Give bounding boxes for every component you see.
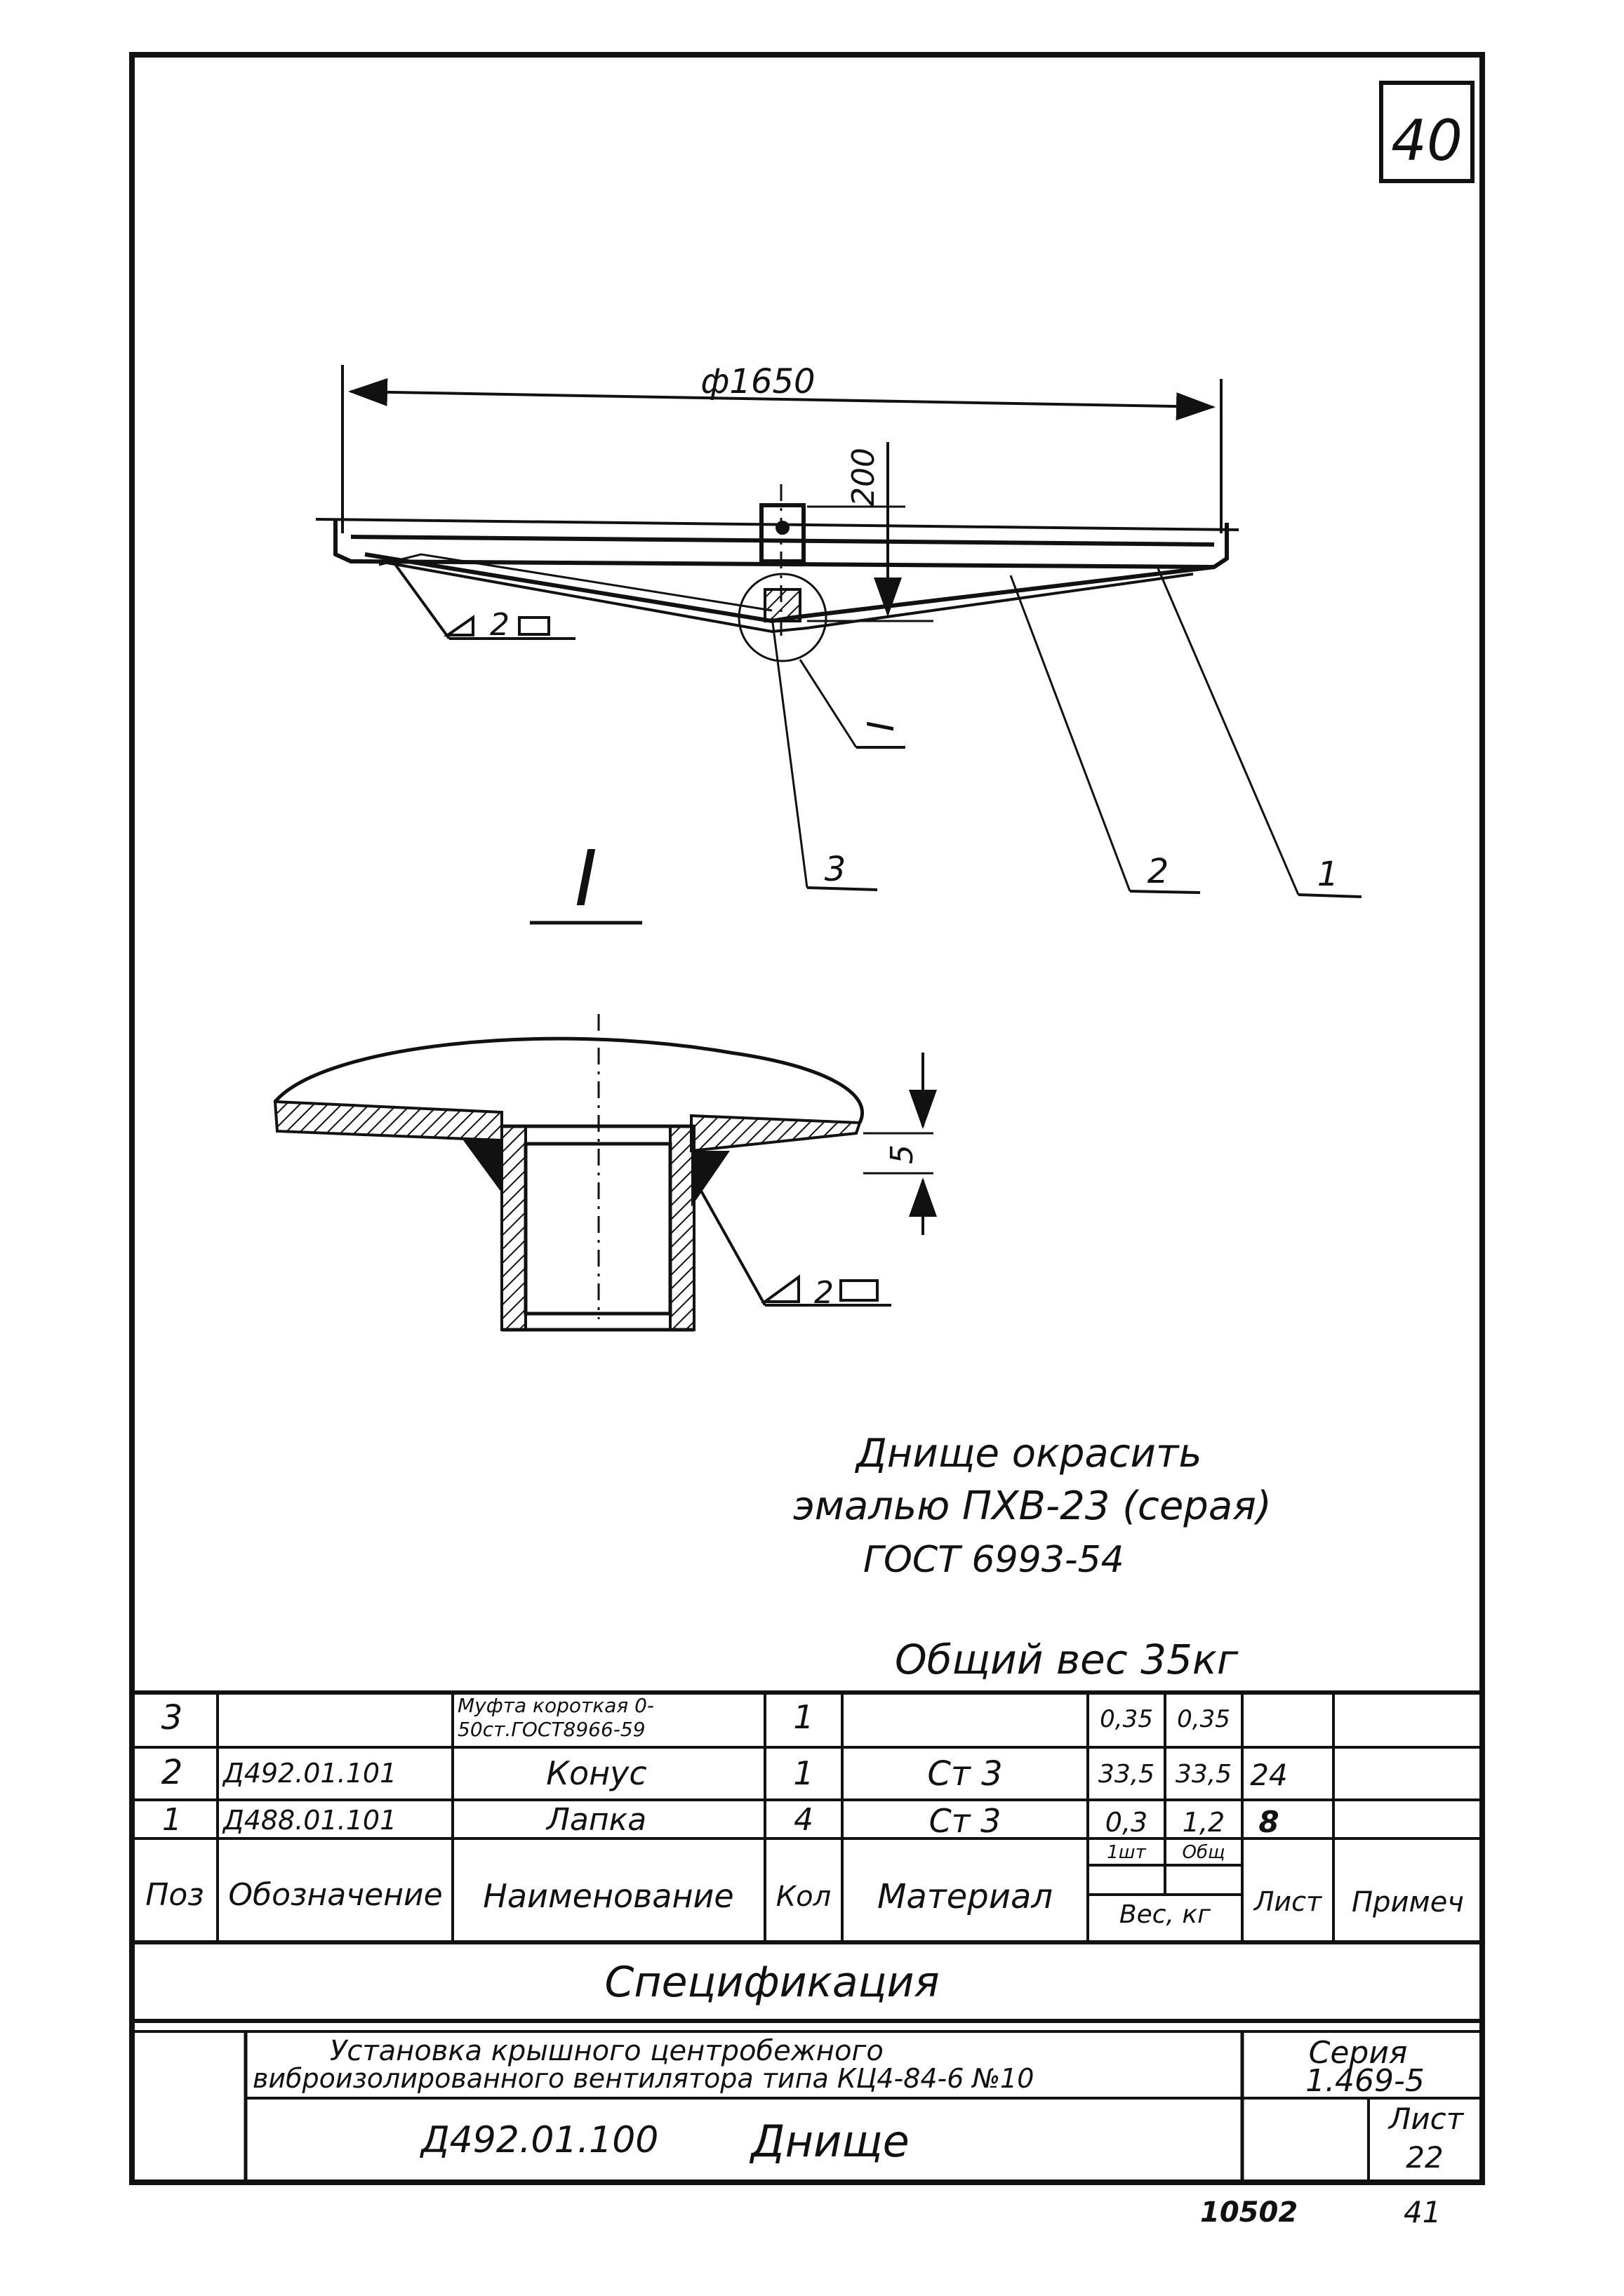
row1-material: Ст 3 (929, 1802, 1001, 1840)
row1-pos: 1 (162, 1802, 182, 1838)
leader-label-2: 2 (1147, 852, 1169, 891)
section-marker: I (860, 721, 903, 732)
tb-series-label: Серия (1308, 2035, 1408, 2071)
row1-w-unit: 0,3 (1105, 1807, 1148, 1838)
coupling-wall-right (670, 1126, 694, 1330)
detail-dimension: 5 (884, 1144, 920, 1164)
note-line-2: эмалью ПХВ-23 (серая) (793, 1483, 1272, 1529)
row2-name: Конус (546, 1754, 647, 1792)
tb-description-2: виброизолированного вентилятора типа КЦ4-84-6 №10 (253, 2063, 1034, 2094)
header-qty: Кол (776, 1881, 832, 1913)
note-line-1: Днище окрасить (856, 1431, 1202, 1476)
header-pos: Поз (145, 1877, 204, 1913)
sheet-number-box (1381, 83, 1472, 181)
main-view (316, 362, 1362, 923)
row1-designation: Д488.01.101 (223, 1805, 397, 1836)
tb-name: Днище (751, 2116, 910, 2167)
row3-w-total: 0,35 (1177, 1705, 1230, 1733)
row1-sheet: 8 (1258, 1805, 1279, 1839)
total-weight: Общий вес 35кг (895, 1636, 1239, 1683)
header-weight: Вес, кг (1119, 1900, 1211, 1929)
header-note: Примеч (1352, 1886, 1464, 1918)
diameter-dimension: ф1650 (700, 362, 816, 401)
coupling-wall-left (502, 1126, 526, 1330)
detail-plate (275, 1102, 502, 1140)
tb-sheet-value: 22 (1406, 2140, 1444, 2175)
sheet-number: 40 (1391, 108, 1463, 173)
footer-left-number: 10502 (1200, 2196, 1298, 2229)
leader-label-1: 1 (1317, 855, 1339, 894)
weld-leg-detail: 2 (814, 1275, 834, 1311)
row3-name: Муфта короткая 0-50ст.ГОСТ8966-59 (458, 1694, 655, 1741)
row1-qty: 4 (794, 1802, 813, 1838)
header-sheet: Лист (1253, 1886, 1322, 1917)
row1-name: Лапка (546, 1802, 647, 1838)
tb-description-1: Установка крышного центробежного (330, 2035, 884, 2067)
detail-view (275, 1014, 933, 1330)
row2-designation: Д492.01.101 (223, 1758, 397, 1789)
row3-pos: 3 (161, 1698, 183, 1737)
tb-series-value: 1.469-5 (1305, 2063, 1425, 2099)
section-title: I (574, 834, 598, 923)
note-line-3: ГОСТ 6993-54 (863, 1539, 1124, 1581)
tb-designation: Д492.01.100 (421, 2119, 659, 2161)
header-designation: Обозначение (228, 1877, 443, 1913)
leader-label-3: 3 (824, 850, 846, 889)
row3-qty: 1 (793, 1698, 814, 1736)
row2-material: Ст 3 (927, 1754, 1003, 1794)
row2-pos: 2 (161, 1753, 183, 1792)
footer-right-number: 41 (1404, 2195, 1442, 2229)
row2-sheet: 24 (1250, 1758, 1288, 1792)
row3-w-unit: 0,35 (1100, 1705, 1153, 1733)
row2-w-total: 33,5 (1175, 1760, 1232, 1789)
row2-qty: 1 (793, 1754, 814, 1792)
spec-title: Спецификация (604, 1958, 940, 2007)
header-material: Материал (877, 1877, 1053, 1916)
tb-sheet-label: Лист (1388, 2102, 1464, 2136)
height-dimension: 200 (846, 448, 881, 507)
header-w-total: Общ (1182, 1842, 1225, 1863)
notes (793, 1431, 1272, 1683)
row1-w-total: 1,2 (1182, 1807, 1225, 1838)
header-name: Наименование (483, 1877, 734, 1915)
weld-leg-main: 2 (490, 607, 510, 643)
header-w-unit: 1шт (1107, 1842, 1146, 1863)
row2-w-unit: 33,5 (1098, 1760, 1155, 1789)
